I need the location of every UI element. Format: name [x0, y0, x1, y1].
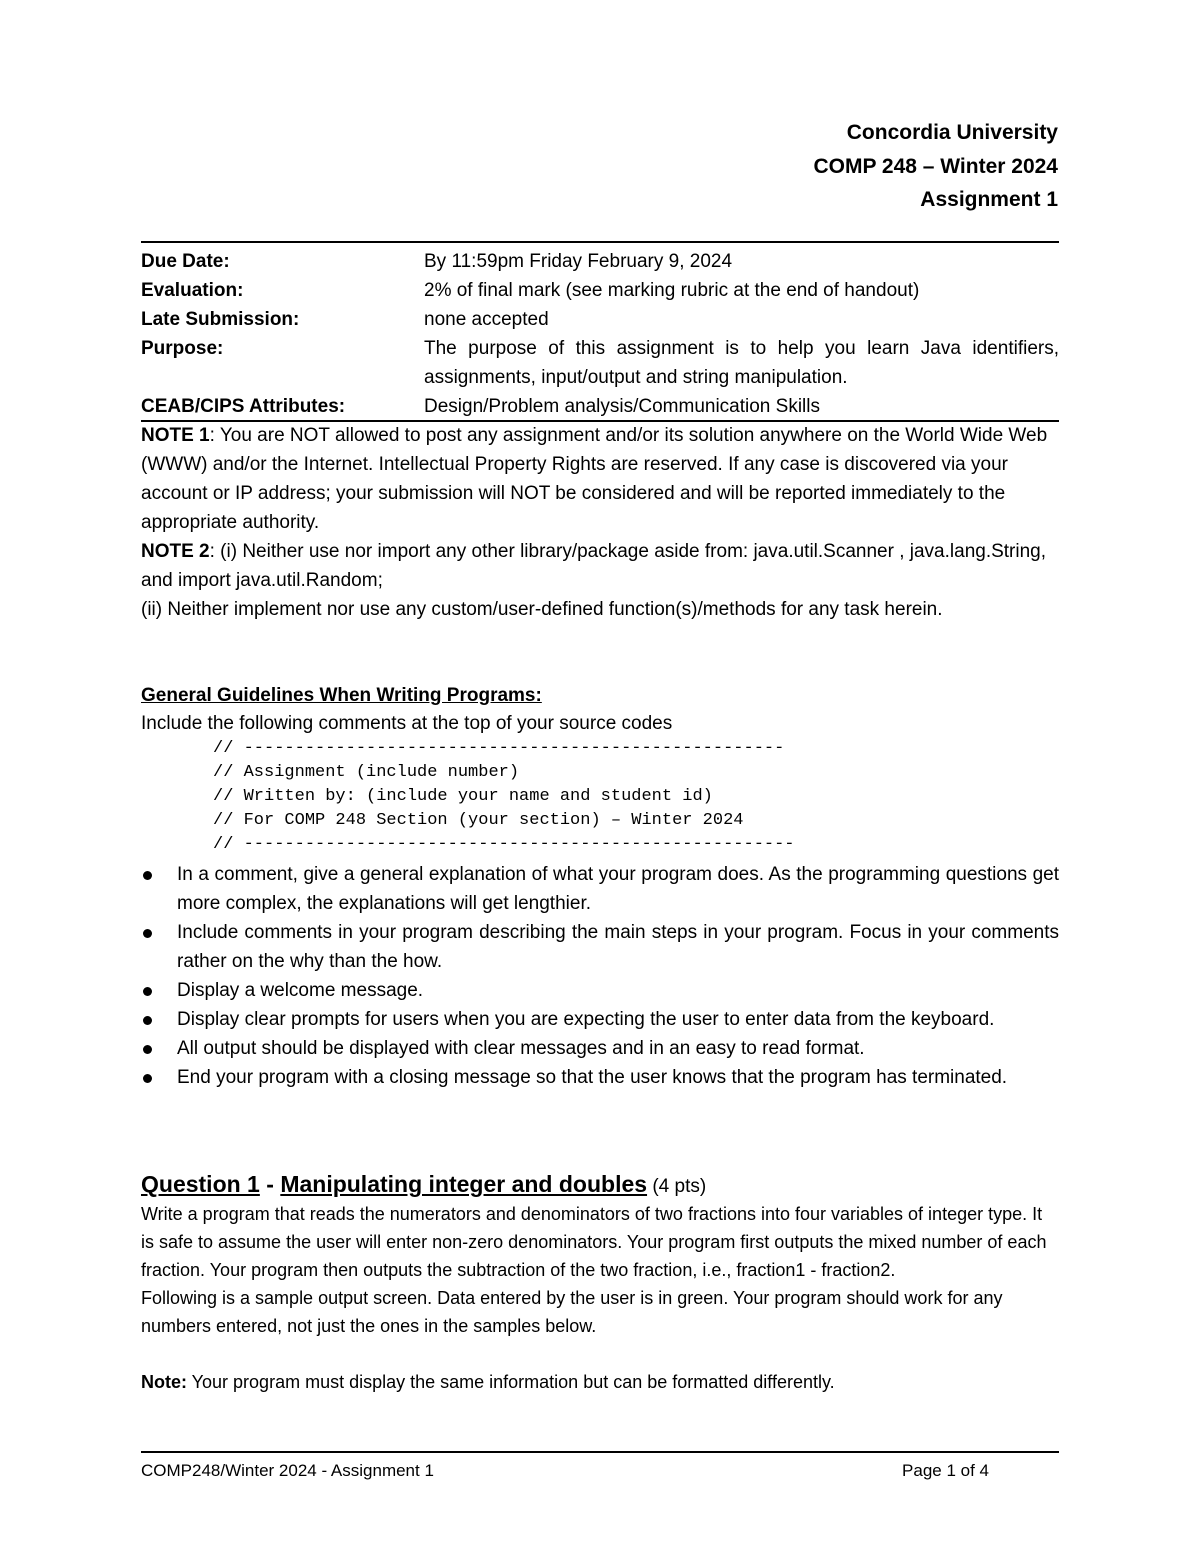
bullet-icon	[143, 1016, 152, 1025]
note-2-text: : (i) Neither use nor import any other library/package aside from: java.util.Scanner , java.lang.String, and import java.util.Random;	[141, 541, 1047, 591]
question-1-paragraph: Following is a sample output screen. Data entered by the user is in green. Your program should work for any numbers entered, not just the ones in the samples below.	[141, 1288, 1003, 1336]
question-1-label: Question 1	[141, 1171, 260, 1197]
ceab-value: Design/Problem analysis/Communication Skills	[424, 396, 820, 417]
evaluation-value: 2% of final mark (see marking rubric at the end of handout)	[424, 280, 920, 301]
info-row-purpose	[141, 334, 1059, 392]
due-date-label: Due Date:	[141, 251, 230, 272]
guidelines-title: General Guidelines When Writing Programs:	[141, 685, 542, 706]
course-title: COMP 248 – Winter 2024	[813, 155, 1058, 178]
list-item: Display a welcome message.	[141, 976, 1059, 1005]
footer-title: COMP248/Winter 2024 - Assignment 1	[141, 1461, 434, 1480]
info-row-late	[141, 305, 1059, 334]
university-name: Concordia University	[846, 121, 1058, 144]
list-item: Display clear prompts for users when you are expecting the user to enter data from the keyboard.	[141, 1005, 1059, 1034]
note-2-label: NOTE 2	[141, 541, 210, 562]
page-number: Page 1 of 4	[902, 1461, 989, 1480]
late-submission-label: Late Submission:	[141, 309, 300, 330]
bullet-icon	[143, 871, 152, 880]
code-line: // Assignment (include number)	[213, 763, 520, 782]
bullet-icon	[143, 929, 152, 938]
note-1-text: : You are NOT allowed to post any assignment and/or its solution anywhere on the World Wide Web (WWW) and/or the Internet. Intellectual Property Rights are reserved. If any case is discovered via your account or IP address; your submission will NOT be considered and will be reported immediately to the appropriate authority.	[141, 425, 1048, 533]
note-1-label: NOTE 1	[141, 425, 210, 446]
question-1-note	[141, 1368, 1059, 1396]
code-line: // Written by: (include your name and student id)	[213, 787, 713, 806]
bullet-icon	[143, 1045, 152, 1054]
assignment-info-table	[141, 247, 1059, 421]
ceab-label: CEAB/CIPS Attributes:	[141, 396, 346, 417]
info-row-evaluation	[141, 276, 1059, 305]
page-footer	[141, 1457, 1059, 1485]
top-divider	[141, 241, 1059, 243]
guidelines-list	[141, 860, 1059, 1092]
list-item: Include comments in your program describing the main steps in your program. Focus in your comments rather on the why than the how.	[141, 918, 1059, 976]
footer-divider	[141, 1451, 1059, 1453]
code-line: // For COMP 248 Section (your section) – Winter 2024	[213, 811, 744, 830]
guidelines-subtitle: Include the following comments at the top of your source codes	[141, 713, 673, 734]
purpose-label: Purpose:	[141, 338, 224, 359]
question-1-paragraph: Write a program that reads the numerators and denominators of two fractions into four variables of integer type. It is safe to assume the user will enter non-zero denominators. Your program first outputs the mixed number of each fraction. Your program then outputs the subtraction of the two fraction, i.e., fraction1 - fraction2.	[141, 1204, 1047, 1280]
list-item: End your program with a closing message so that the user knows that the program has terminated.	[141, 1063, 1059, 1092]
note-label: Note:	[141, 1372, 187, 1392]
evaluation-label: Evaluation:	[141, 280, 244, 301]
assignment-title: Assignment 1	[920, 188, 1058, 211]
note-2	[141, 537, 1059, 595]
info-row-ceab	[141, 392, 1059, 421]
note-2-ii: (ii) Neither implement nor use any custom/user-defined function(s)/methods for any task herein.	[141, 599, 943, 620]
question-1-body	[141, 1200, 1059, 1396]
question-1-points: (4 pts)	[647, 1176, 707, 1197]
bullet-icon	[143, 987, 152, 996]
bullet-icon	[143, 1074, 152, 1083]
blank-line	[141, 1340, 1059, 1368]
question-1-heading	[141, 1168, 706, 1203]
question-1-title: Manipulating integer and doubles	[280, 1171, 648, 1197]
list-item: All output should be displayed with clear messages and in an easy to read format.	[141, 1034, 1059, 1063]
code-line: // ------------------------------------------------------	[213, 835, 795, 854]
question-1-separator: -	[259, 1171, 281, 1197]
purpose-value: The purpose of this assignment is to help you learn Java identifiers, assignments, input/output and string manipulation.	[424, 338, 1059, 388]
code-line: // -----------------------------------------------------	[213, 739, 785, 758]
notes-section	[141, 421, 1059, 624]
late-submission-value: none accepted	[424, 309, 549, 330]
info-row-due	[141, 247, 1059, 276]
due-date-value: By 11:59pm Friday February 9, 2024	[424, 251, 733, 272]
comment-template-code	[213, 737, 795, 857]
note-text: Your program must display the same information but can be formatted differently.	[187, 1372, 835, 1392]
list-item: In a comment, give a general explanation of what your program does. As the programming questions get more complex, the explanations will get lengthier.	[141, 860, 1059, 918]
note-1	[141, 421, 1059, 537]
